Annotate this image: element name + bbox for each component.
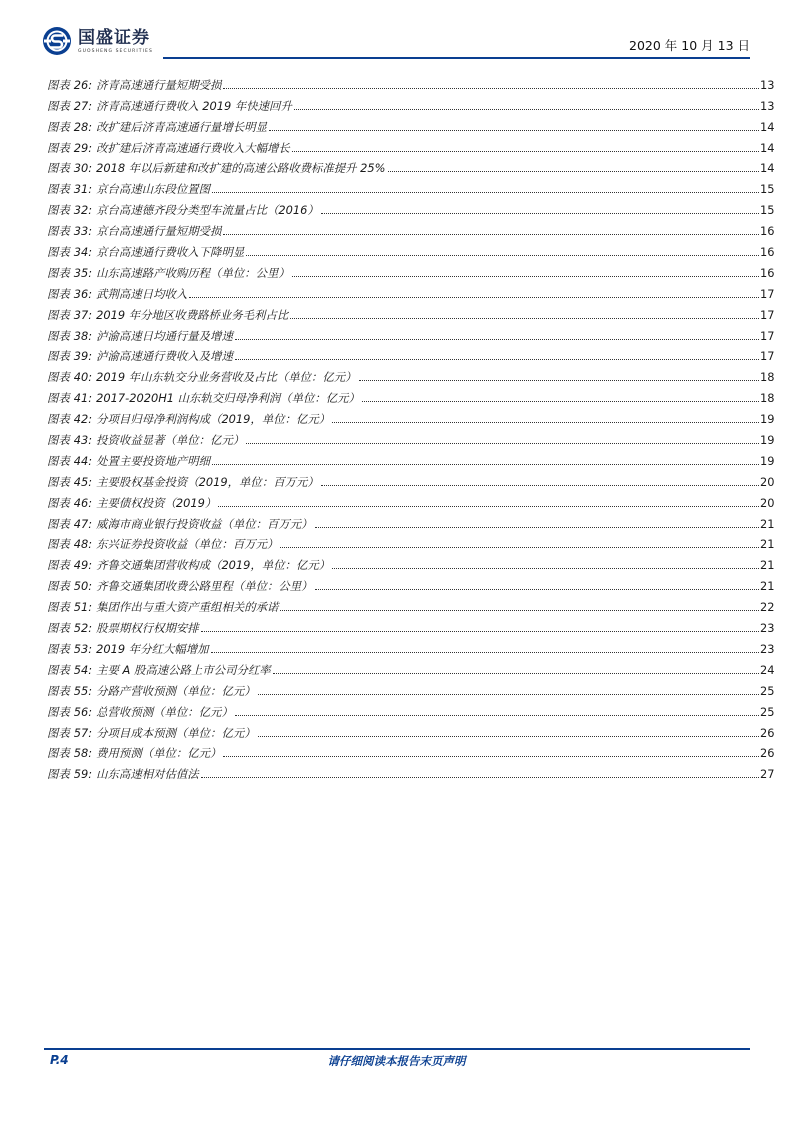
figure-prefix: 图表 xyxy=(47,286,70,301)
dot-leader xyxy=(292,275,759,277)
footer-divider xyxy=(44,1048,750,1050)
figure-title: 齐鲁交通集团营收构成（2019，单位：亿元） xyxy=(96,558,331,573)
dot-leader xyxy=(269,129,759,131)
figure-title: 2018 年以后新建和改扩建的高速公路收费标准提升 25% xyxy=(96,161,386,176)
dot-leader xyxy=(212,191,759,193)
toc-entry[interactable] xyxy=(47,656,777,677)
toc-entry[interactable] xyxy=(47,510,777,531)
figure-prefix: 图表 xyxy=(47,558,70,573)
toc-entry-label xyxy=(47,161,386,175)
figure-number: 45: xyxy=(73,474,93,489)
figure-title: 2019 年分红大幅增加 xyxy=(96,641,209,656)
toc-entry[interactable] xyxy=(47,92,777,113)
toc-entry-label xyxy=(47,308,288,322)
figure-prefix: 图表 xyxy=(47,725,70,740)
toc-entry-label xyxy=(47,579,313,593)
figure-prefix: 图表 xyxy=(47,119,70,134)
figure-title: 费用预测（单位：亿元） xyxy=(96,746,222,761)
page-number: P.4 xyxy=(50,1053,69,1067)
toc-entry[interactable] xyxy=(47,301,777,322)
figure-number: 44: xyxy=(73,453,93,468)
figure-number: 42: xyxy=(73,412,93,427)
figure-title: 分项目成本预测（单位：亿元） xyxy=(96,725,256,740)
dot-leader xyxy=(189,296,759,298)
figure-title: 处置主要投资地产明细 xyxy=(96,453,211,468)
figure-title: 齐鲁交通集团收费公路里程（单位：公里） xyxy=(96,579,313,594)
toc-entry[interactable] xyxy=(47,71,777,92)
figure-number: 34: xyxy=(73,245,93,260)
toc-entry-label xyxy=(47,705,233,719)
figure-prefix: 图表 xyxy=(47,349,70,364)
toc-entry[interactable] xyxy=(47,593,777,614)
toc-entry[interactable] xyxy=(47,155,777,176)
toc-entry[interactable] xyxy=(47,134,777,155)
toc-page-number: 19 xyxy=(760,453,775,468)
figure-number: 48: xyxy=(73,537,93,552)
dot-leader xyxy=(258,735,759,737)
toc-entry-label xyxy=(47,558,330,572)
dot-leader xyxy=(211,651,760,653)
figure-number: 58: xyxy=(73,746,93,761)
figure-title: 主要债权投资（2019） xyxy=(96,495,217,510)
dot-leader xyxy=(223,233,759,235)
figure-number: 38: xyxy=(73,328,93,343)
toc-page-number: 22 xyxy=(760,600,775,615)
figure-title: 分路产营收预测（单位：亿元） xyxy=(96,683,256,698)
toc-entry[interactable] xyxy=(47,175,777,196)
figure-title: 威海市商业银行投资收益（单位：百万元） xyxy=(96,516,313,531)
figure-title: 分项目归母净利润构成（2019，单位：亿元） xyxy=(96,412,331,427)
dot-leader xyxy=(292,150,759,152)
toc-page-number: 16 xyxy=(760,245,775,260)
toc-page-number: 23 xyxy=(760,641,775,656)
figure-prefix: 图表 xyxy=(47,516,70,531)
toc-entry[interactable] xyxy=(47,259,777,280)
toc-entry-label xyxy=(47,642,209,656)
figure-prefix: 图表 xyxy=(47,767,70,782)
figure-number: 53: xyxy=(73,641,93,656)
figure-title: 武荆高速日均收入 xyxy=(96,286,188,301)
toc-page-number: 16 xyxy=(760,224,775,239)
toc-entry[interactable] xyxy=(47,698,777,719)
header-divider xyxy=(163,57,750,59)
toc-entry-label xyxy=(47,726,256,740)
dot-leader xyxy=(223,755,759,757)
figure-title: 京台高速通行量短期受损 xyxy=(96,224,222,239)
dot-leader xyxy=(332,421,759,423)
toc-entry[interactable] xyxy=(47,719,777,740)
dot-leader xyxy=(290,317,759,319)
toc-page-number: 14 xyxy=(760,140,775,155)
figure-number: 33: xyxy=(73,224,93,239)
dot-leader xyxy=(315,588,759,590)
figure-number: 29: xyxy=(73,140,93,155)
figure-prefix: 图表 xyxy=(47,328,70,343)
toc-entry[interactable] xyxy=(47,531,777,552)
figure-number: 52: xyxy=(73,621,93,636)
toc-entry[interactable] xyxy=(47,447,777,468)
figure-prefix: 图表 xyxy=(47,453,70,468)
dot-leader xyxy=(273,672,759,674)
toc-entry-label xyxy=(47,245,244,259)
report-date: 2020 年 10 月 13 日 xyxy=(629,38,750,53)
toc-entry[interactable] xyxy=(47,113,777,134)
toc-entry-label xyxy=(47,391,360,405)
figure-title: 泸渝高速通行费收入及增速 xyxy=(96,349,233,364)
toc-page-number: 17 xyxy=(760,349,775,364)
figure-title: 主要 A 股高速公路上市公司分红率 xyxy=(96,662,271,677)
figure-title: 京台高速山东段位置图 xyxy=(96,182,211,197)
figure-prefix: 图表 xyxy=(47,182,70,197)
dot-leader xyxy=(315,526,759,528)
figure-title: 集团作出与重大资产重组相关的承诺 xyxy=(96,600,279,615)
toc-entry[interactable] xyxy=(47,196,777,217)
figure-number: 37: xyxy=(73,307,93,322)
toc-entry[interactable] xyxy=(47,468,777,489)
figure-number: 31: xyxy=(73,182,93,197)
toc-entry-label xyxy=(47,329,233,343)
toc-page-number: 26 xyxy=(760,725,775,740)
figure-number: 41: xyxy=(73,391,93,406)
logo-english-name: GUOSHENG SECURITIES xyxy=(78,48,153,54)
figure-prefix: 图表 xyxy=(47,621,70,636)
figure-prefix: 图表 xyxy=(47,140,70,155)
dot-leader xyxy=(362,400,759,402)
toc-page-number: 19 xyxy=(760,433,775,448)
figure-prefix: 图表 xyxy=(47,641,70,656)
toc-entry[interactable] xyxy=(47,343,777,364)
toc-entry-label xyxy=(47,120,267,134)
figure-number: 57: xyxy=(73,725,93,740)
dot-leader xyxy=(235,338,759,340)
dot-leader xyxy=(359,379,759,381)
figure-number: 30: xyxy=(73,161,93,176)
dot-leader xyxy=(280,546,759,548)
dot-leader xyxy=(235,714,759,716)
dot-leader xyxy=(332,567,759,569)
toc-entry[interactable] xyxy=(47,405,777,426)
toc-page-number: 18 xyxy=(760,370,775,385)
toc-page-number: 20 xyxy=(760,495,775,510)
toc-entry[interactable] xyxy=(47,238,777,259)
toc-entry-label xyxy=(47,475,319,489)
toc-entry-label xyxy=(47,433,244,447)
toc-entry-label xyxy=(47,746,221,760)
toc-page-number: 13 xyxy=(760,98,775,113)
dot-leader xyxy=(258,693,759,695)
toc-entry-label xyxy=(47,141,290,155)
dot-leader xyxy=(388,170,759,172)
toc-entry-label xyxy=(47,370,357,384)
figure-title: 泸渝高速日均通行量及增速 xyxy=(96,328,233,343)
toc-entry-label xyxy=(47,621,199,635)
figure-prefix: 图表 xyxy=(47,224,70,239)
toc-page-number: 25 xyxy=(760,683,775,698)
toc-entry[interactable] xyxy=(47,217,777,238)
dot-leader xyxy=(212,463,759,465)
toc-page-number: 21 xyxy=(760,516,775,531)
figure-prefix: 图表 xyxy=(47,77,70,92)
figure-number: 54: xyxy=(73,662,93,677)
dot-leader xyxy=(246,442,759,444)
figure-prefix: 图表 xyxy=(47,683,70,698)
logo-chinese-name: 国盛证券 xyxy=(78,27,150,48)
figure-title: 济青高速通行量短期受损 xyxy=(96,77,222,92)
toc-entry[interactable] xyxy=(47,740,777,761)
toc-entry-label xyxy=(47,767,199,781)
toc-entry-label xyxy=(47,182,210,196)
toc-page-number: 19 xyxy=(760,412,775,427)
toc-page-number: 15 xyxy=(760,182,775,197)
figure-number: 43: xyxy=(73,433,93,448)
dot-leader xyxy=(321,484,759,486)
toc-page-number: 24 xyxy=(760,662,775,677)
toc-page-number: 17 xyxy=(760,328,775,343)
toc-entry-label xyxy=(47,537,278,551)
figure-number: 55: xyxy=(73,683,93,698)
toc-entry-label xyxy=(47,78,221,92)
dot-leader xyxy=(294,108,759,110)
toc-page-number: 26 xyxy=(760,746,775,761)
figure-prefix: 图表 xyxy=(47,391,70,406)
figure-number: 28: xyxy=(73,119,93,134)
figure-number: 49: xyxy=(73,558,93,573)
toc-entry-label xyxy=(47,454,210,468)
dot-leader xyxy=(280,609,759,611)
toc-page-number: 13 xyxy=(760,77,775,92)
figure-number: 40: xyxy=(73,370,93,385)
figure-number: 39: xyxy=(73,349,93,364)
toc-entry-label xyxy=(47,266,290,280)
figure-number: 56: xyxy=(73,704,93,719)
figure-title: 2019 年分地区收费路桥业务毛利占比 xyxy=(96,307,289,322)
figure-prefix: 图表 xyxy=(47,537,70,552)
figure-prefix: 图表 xyxy=(47,307,70,322)
toc-entry[interactable] xyxy=(47,322,777,343)
figure-title: 山东高速相对估值法 xyxy=(96,767,199,782)
toc-page-number: 16 xyxy=(760,265,775,280)
toc-page-number: 21 xyxy=(760,558,775,573)
dot-leader xyxy=(246,254,759,256)
dot-leader xyxy=(218,505,759,507)
figure-prefix: 图表 xyxy=(47,265,70,280)
figure-title: 京台高速通行费收入下降明显 xyxy=(96,245,245,260)
toc-entry[interactable] xyxy=(47,677,777,698)
toc-entry[interactable] xyxy=(47,572,777,593)
figure-prefix: 图表 xyxy=(47,412,70,427)
toc-entry-label xyxy=(47,600,278,614)
toc-entry[interactable] xyxy=(47,280,777,301)
figure-title: 2017-2020H1 山东轨交归母净利润（单位：亿元） xyxy=(96,391,360,406)
figure-title: 山东高速路产收购历程（单位：公里） xyxy=(96,265,290,280)
dot-leader xyxy=(223,87,759,89)
figure-prefix: 图表 xyxy=(47,495,70,510)
figure-prefix: 图表 xyxy=(47,704,70,719)
toc-entry[interactable] xyxy=(47,614,777,635)
figure-title: 股票期权行权期安排 xyxy=(96,621,199,636)
toc-entry-label xyxy=(47,684,256,698)
figure-prefix: 图表 xyxy=(47,203,70,218)
figure-table-of-contents xyxy=(47,71,777,781)
figure-prefix: 图表 xyxy=(47,662,70,677)
figure-title: 改扩建后济青高速通行费收入大幅增长 xyxy=(96,140,290,155)
dot-leader xyxy=(235,358,759,360)
toc-page-number: 14 xyxy=(760,119,775,134)
figure-title: 东兴证券投资收益（单位：百万元） xyxy=(96,537,279,552)
toc-entry[interactable] xyxy=(47,635,777,656)
figure-prefix: 图表 xyxy=(47,600,70,615)
figure-number: 36: xyxy=(73,286,93,301)
figure-number: 59: xyxy=(73,767,93,782)
toc-page-number: 15 xyxy=(760,203,775,218)
figure-title: 主要股权基金投资（2019，单位：百万元） xyxy=(96,474,319,489)
figure-prefix: 图表 xyxy=(47,370,70,385)
toc-page-number: 20 xyxy=(760,474,775,489)
toc-entry-label xyxy=(47,663,271,677)
figure-number: 46: xyxy=(73,495,93,510)
toc-entry[interactable] xyxy=(47,489,777,510)
toc-entry-label xyxy=(47,349,233,363)
toc-entry-label xyxy=(47,412,330,426)
toc-page-number: 17 xyxy=(760,307,775,322)
toc-entry[interactable] xyxy=(47,384,777,405)
toc-entry-label xyxy=(47,517,313,531)
toc-page-number: 27 xyxy=(760,767,775,782)
toc-page-number: 17 xyxy=(760,286,775,301)
toc-entry-label xyxy=(47,287,187,301)
figure-prefix: 图表 xyxy=(47,746,70,761)
toc-page-number: 21 xyxy=(760,579,775,594)
figure-title: 2019 年山东轨交分业务营收及占比（单位：亿元） xyxy=(96,370,357,385)
figure-title: 总营收预测（单位：亿元） xyxy=(96,704,233,719)
figure-prefix: 图表 xyxy=(47,98,70,113)
toc-entry[interactable] xyxy=(47,363,777,384)
figure-number: 26: xyxy=(73,77,93,92)
figure-prefix: 图表 xyxy=(47,474,70,489)
figure-prefix: 图表 xyxy=(47,161,70,176)
toc-entry-label xyxy=(47,224,221,238)
toc-entry[interactable] xyxy=(47,426,777,447)
toc-page-number: 23 xyxy=(760,621,775,636)
figure-number: 47: xyxy=(73,516,93,531)
toc-entry[interactable] xyxy=(47,551,777,572)
figure-number: 32: xyxy=(73,203,93,218)
toc-page-number: 25 xyxy=(760,704,775,719)
figure-title: 京台高速德齐段分类型车流量占比（2016） xyxy=(96,203,319,218)
figure-number: 27: xyxy=(73,98,93,113)
page-header xyxy=(0,0,793,60)
figure-title: 改扩建后济青高速通行量增长明显 xyxy=(96,119,268,134)
dot-leader xyxy=(201,630,759,632)
toc-entry[interactable] xyxy=(47,760,777,781)
disclaimer-note: 请仔细阅读本报告末页声明 xyxy=(327,1054,466,1068)
toc-page-number: 18 xyxy=(760,391,775,406)
figure-number: 51: xyxy=(73,600,93,615)
figure-title: 济青高速通行费收入 2019 年快速回升 xyxy=(96,98,292,113)
toc-entry-label xyxy=(47,203,319,217)
toc-entry-label xyxy=(47,496,216,510)
figure-title: 投资收益显著（单位：亿元） xyxy=(96,433,245,448)
figure-prefix: 图表 xyxy=(47,579,70,594)
guosheng-logo-icon xyxy=(42,26,72,56)
toc-page-number: 21 xyxy=(760,537,775,552)
figure-number: 35: xyxy=(73,265,93,280)
figure-number: 50: xyxy=(73,579,93,594)
company-logo xyxy=(42,26,153,56)
dot-leader xyxy=(321,212,759,214)
toc-page-number: 14 xyxy=(760,161,775,176)
figure-prefix: 图表 xyxy=(47,245,70,260)
dot-leader xyxy=(201,776,759,778)
toc-entry-label xyxy=(47,99,292,113)
figure-prefix: 图表 xyxy=(47,433,70,448)
